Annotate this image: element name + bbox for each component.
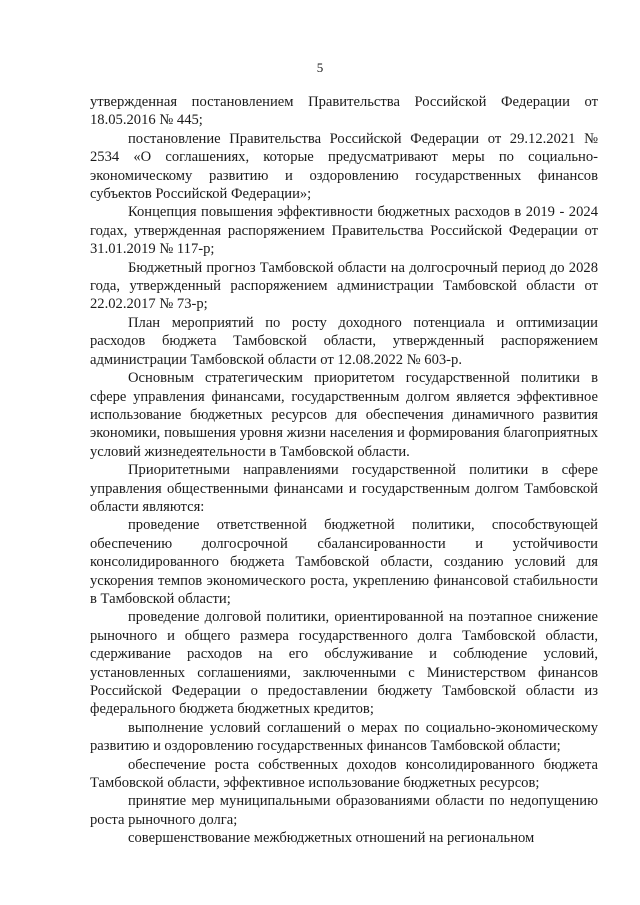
paragraph-9: проведение долговой политики, ориентированной на поэтапное снижение рыночного и общего размера государственного долга Тамбовской области, сдерживание расходов на его обслуживание и соблюдение условий, установленных соглашениями, заключенными с Министерством финансов Российской Федерации о предоставлении бюджету Тамбовской области из федерального бюджета бюджетных кредитов; [90,609,598,718]
paragraph-10: выполнение условий соглашений о мерах по социально-экономическому развитию и оздоровлению государственных финансов Тамбовской области; [90,719,598,755]
paragraph-6: Основным стратегическим приоритетом государственной политики в сфере управления финансами, государственным долгом является эффективное использование бюджетных ресурсов для обеспечения динамичного развития экономики, повышения уровня жизни населения и формирования благоприятных условий жизнедеятельности в Тамбовской области. [90,370,598,460]
paragraph-7: Приоритетными направлениями государственной политики в сфере управления общественными финансами и государственным долгом Тамбовской области являются: [90,462,598,515]
paragraph-4: Бюджетный прогноз Тамбовской области на долгосрочный период до 2028 года, утвержденный распоряжением администрации Тамбовской области от 22.02.2017 № 73-р; [90,259,598,313]
page-number: 5 [316,60,324,75]
paragraph-3: Концепция повышения эффективности бюджетных расходов в 2019 - 2024 годах, утвержденная распоряжением Правительства Российской Федерации от 31.01.2019 № 117-р; [90,204,598,258]
paragraph-13: совершенствование межбюджетных отношений на региональном [128,830,535,847]
paragraph-8: проведение ответственной бюджетной политики, способствующей обеспечению долгосрочной сбалансированности и устойчивости консолидированного бюджета Тамбовской области, созданию условий для ускорения темпов экономического роста, укреплению финансовой стабильности в Тамбовской области; [90,517,598,607]
paragraph-12: принятие мер муниципальными образованиями области по недопущению роста рыночного долга; [90,793,598,828]
paragraph-5: План мероприятий по росту доходного потенциала и оптимизации расходов бюджета Тамбовской области, утвержденный распоряжением администрации Тамбовской области от 12.08.2022 № 603-р. [90,314,598,368]
paragraph-2: постановление Правительства Российской Федерации от 29.12.2021 № 2534 «О соглашениях, которые предусматривают меры по социально-экономическому развитию и оздоровлению государственных финансов субъектов Российской Федерации»; [90,130,598,203]
document-body [90,93,598,848]
paragraph-1: утвержденная постановлением Правительства Российской Федерации от 18.05.2016 № 445; [90,94,598,129]
paragraph-11: обеспечение роста собственных доходов консолидированного бюджета Тамбовской области, эффективное использование бюджетных ресурсов; [90,756,598,792]
